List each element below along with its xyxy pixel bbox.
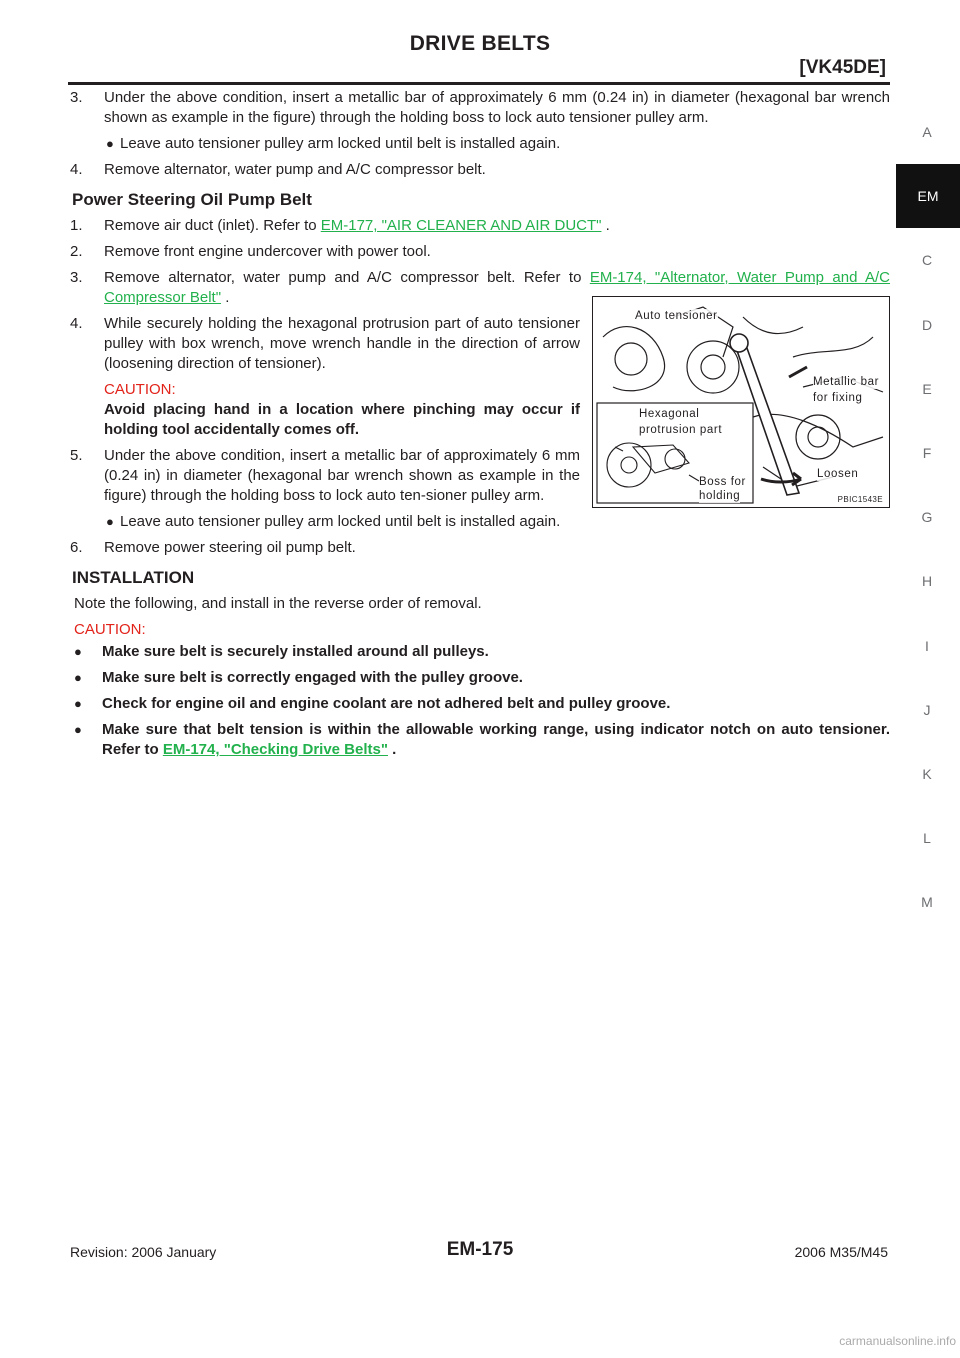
section-tab-m[interactable]: M — [921, 894, 933, 911]
label-loosen: Loosen — [817, 468, 859, 480]
tensioner-figure — [592, 296, 890, 508]
section-tab-j[interactable]: J — [923, 701, 931, 718]
bullet-icon: ● — [74, 722, 82, 737]
installation-bullet: ● Make sure that belt tension is within the allowable working range, using indicator notch on auto tensioner. Refer to EM-174, "Checking Drive Belts" . — [74, 721, 890, 758]
figure-code: PBIC1543E — [837, 495, 883, 504]
label-hexagonal: Hexagonal — [639, 408, 700, 420]
installation-bullet: ● Make sure belt is correctly engaged with the pulley groove. — [74, 669, 523, 686]
section-tab-k[interactable]: K — [922, 765, 932, 782]
link-em-174-alternator[interactable]: EM-174, "Alternator, Water Pump and A/C Compressor Belt" — [104, 269, 891, 306]
ps-step-4: 4. While securely holding the hexagonal protrusion part of auto tensioner pulley with box wrench, move wrench handle in the direction of arrow (loosening direction of tensioner). — [70, 315, 580, 372]
section-tab-d[interactable]: D — [921, 316, 933, 333]
label-holding: holding — [699, 490, 741, 502]
installation-heading: INSTALLATION — [72, 568, 195, 587]
header-rule — [68, 82, 890, 85]
section-index — [894, 100, 960, 934]
section-tab-i[interactable]: I — [925, 637, 929, 654]
ps-step-5-note: ● Leave auto tensioner pulley arm locked until belt is installed again. — [106, 513, 561, 530]
installation-caution-label: CAUTION: — [74, 621, 146, 638]
ps-step-1: 1. Remove air duct (inlet). Refer to EM-177, "AIR CLEANER AND AIR DUCT" . — [70, 217, 610, 234]
engine-code: [VK45DE] — [799, 57, 886, 78]
section-tab-e[interactable]: E — [922, 380, 932, 397]
installation-bullet: ● Check for engine oil and engine coolant are not adhered belt and pulley groove. — [74, 695, 671, 712]
ps-belt-heading: Power Steering Oil Pump Belt — [72, 190, 312, 209]
label-metallic-bar: Metallic bar — [813, 376, 879, 388]
bullet-icon: ● — [74, 670, 82, 685]
bullet-icon: ● — [74, 696, 82, 711]
section-tab-g[interactable]: G — [921, 509, 933, 526]
ps-step-5: 5. Under the above condition, insert a metallic bar of approximately 6 mm (0.24 in) in diameter (hexagonal bar wrench shown as example in the figure) through the holding boss to lock auto ten-sioner pulley arm. — [70, 447, 580, 504]
removal-step-3: 3. Under the above condition, insert a metallic bar of approximately 6 mm (0.24 in) in diameter (hexagonal bar wrench shown as example in the figure) through the holding boss to lock auto tensioner pulley arm. — [70, 89, 890, 126]
caution-text: Avoid placing hand in a location where pinching may occur if holding tool accidentally comes off. — [104, 401, 580, 438]
footer-page-number: EM-175 — [446, 1239, 514, 1260]
removal-step-3-note: ● Leave auto tensioner pulley arm locked until belt is installed again. — [106, 135, 561, 152]
label-for-fixing: for fixing — [813, 392, 863, 404]
ps-step-3: 3. Remove alternator, water pump and A/C compressor belt. Refer to EM-174, "Alternator, Water Pump and A/C Compressor Belt" . — [70, 269, 891, 306]
ps-caution — [70, 380, 580, 440]
footer-model: 2006 M35/M45 — [794, 1244, 888, 1260]
ps-step-6: 6. Remove power steering oil pump belt. — [70, 539, 356, 556]
section-tab-a[interactable]: A — [922, 124, 932, 141]
label-auto-tensioner: Auto tensioner — [635, 310, 718, 322]
removal-step-4: 4. Remove alternator, water pump and A/C compressor belt. — [70, 161, 486, 178]
section-tab-em[interactable]: EM — [896, 164, 960, 228]
link-em-177[interactable]: EM-177, "AIR CLEANER AND AIR DUCT" — [320, 217, 602, 234]
bullet-icon: ● — [74, 644, 82, 659]
page-title: DRIVE BELTS — [409, 32, 551, 55]
footer-revision: Revision: 2006 January — [70, 1244, 217, 1260]
section-tab-f[interactable]: F — [922, 445, 932, 462]
link-em-174-checking[interactable]: EM-174, "Checking Drive Belts" — [162, 741, 388, 758]
label-protrusion-part: protrusion part — [639, 424, 723, 436]
section-tab-l[interactable]: L — [923, 830, 931, 847]
bullet-icon: ● — [106, 514, 114, 529]
label-boss-for: Boss for — [699, 476, 746, 488]
caution-label: CAUTION: — [104, 381, 176, 398]
bullet-icon: ● — [106, 136, 114, 151]
ps-step-2: 2. Remove front engine undercover with power tool. — [70, 243, 431, 260]
section-tab-h[interactable]: H — [921, 573, 933, 590]
ps-steps-with-figure — [70, 314, 580, 532]
installation-bullet: ● Make sure belt is securely installed around all pulleys. — [74, 643, 489, 660]
watermark: carmanualsonline.info — [839, 1334, 956, 1348]
installation-intro: Note the following, and install in the reverse order of removal. — [74, 595, 482, 612]
section-tab-c[interactable]: C — [921, 252, 933, 269]
